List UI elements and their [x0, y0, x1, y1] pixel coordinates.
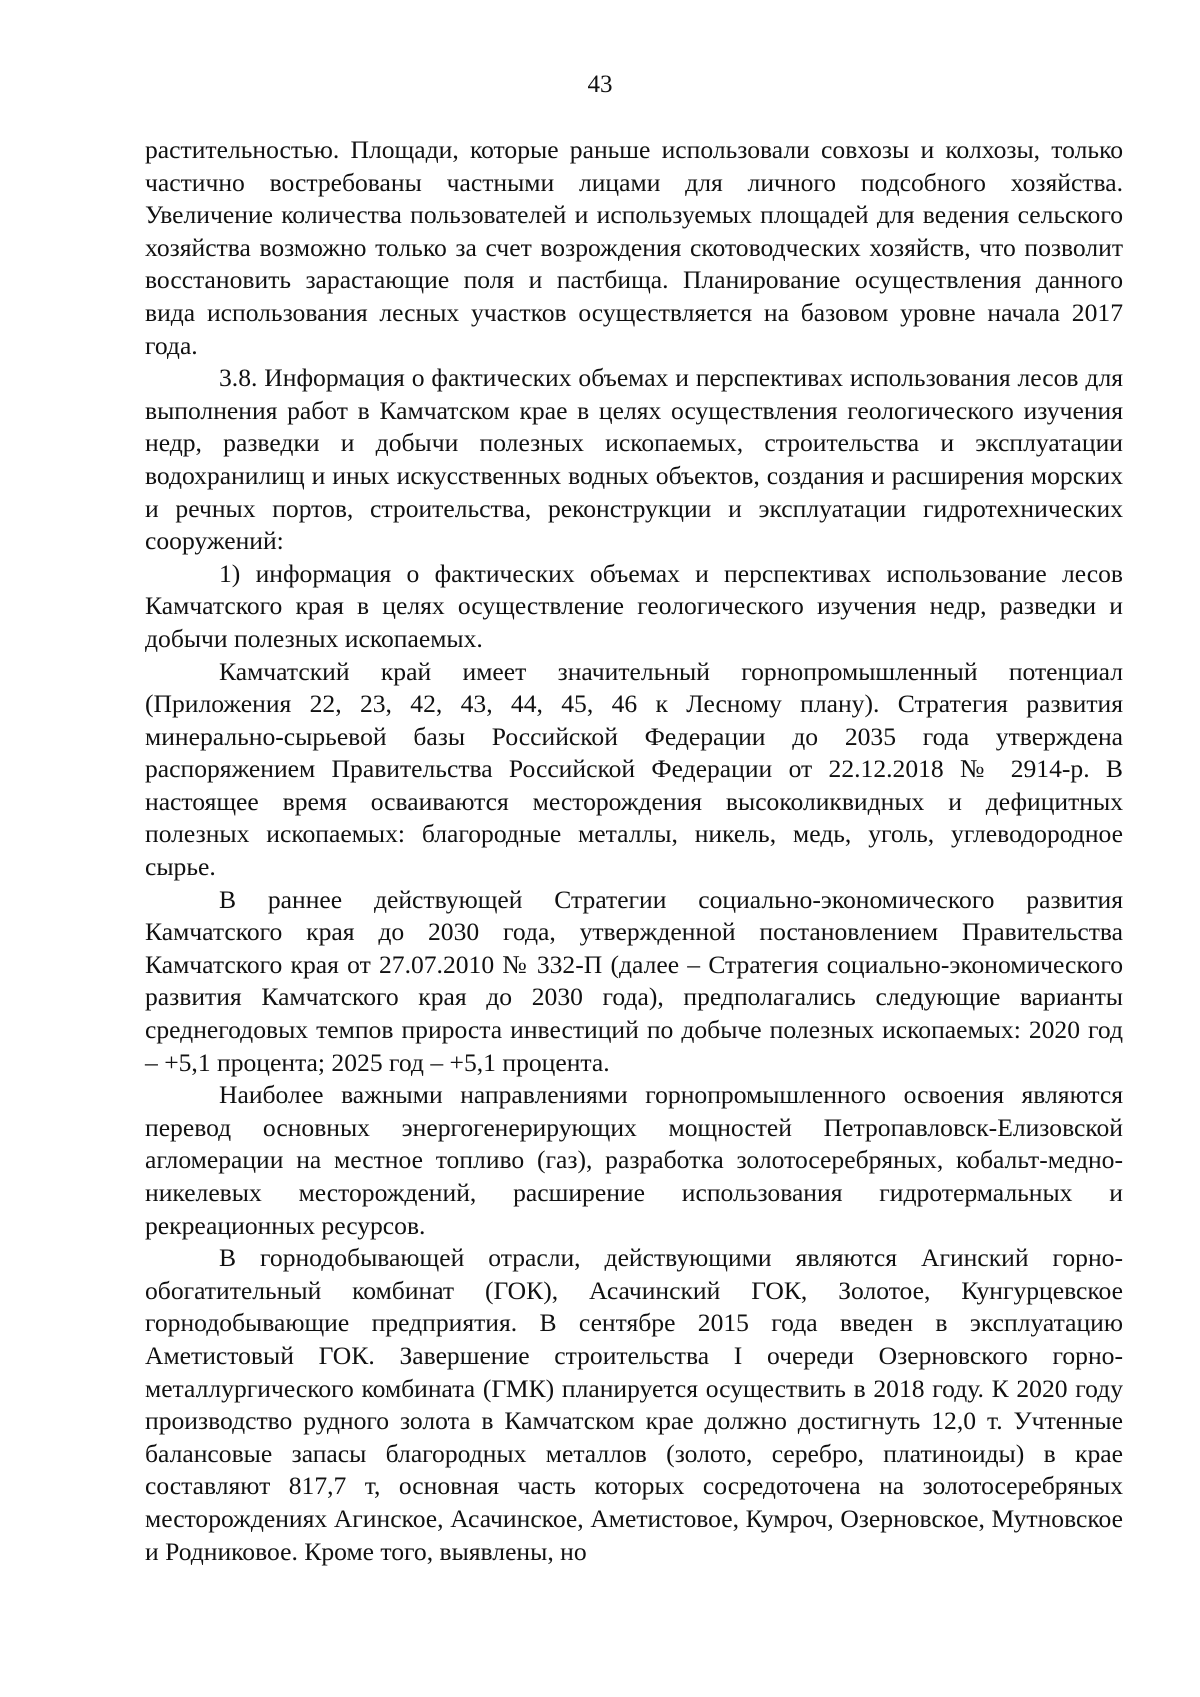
paragraph-directions: Наиболее важными направлениями горнопромышленного освоения являются перевод основных энергогенерирующих мощностей Петропавловск-Елизовской агломерации на местное топливо (газ), разработка золотосеребряных, кобальт-медно-никелевых месторождений, расширение использования гидротермальных и рекреационных ресурсов.	[145, 1080, 1123, 1240]
paragraph-mining-potential: Камчатский край имеет значительный горнопромышленный потенциал (Приложения 22, 23, 42, 43, 44, 45, 46 к Лесному плану). Стратегия развития минерально-сырьевой базы Российской Федерации до 2035 года утверждена распоряжением Правительства Российской Федерации от 22.12.2018 № 2914-р. В настоящее время осваиваются месторождения высоколиквидных и дефицитных полезных ископаемых: благородные металлы, никель, медь, уголь, углеводородное сырье.	[145, 656, 1123, 882]
paragraph-section-3-8: 3.8. Информация о фактических объемах и перспективах использования лесов для выполнения работ в Камчатском крае в целях осуществления геологического изучения недр, разведки и добычи полезных ископаемых, строительства и эксплуатации водохранилищ и иных искусственных водных объектов, создания и расширения морских и речных портов, строительства, реконструкции и эксплуатации гидротехнических сооружений:	[145, 363, 1123, 556]
page-number: 43	[587, 71, 613, 98]
document-body	[145, 134, 1123, 1568]
paragraph-item-1: 1) информация о фактических объемах и перспективах использование лесов Камчатского края в целях осуществление геологического изучения недр, разведки и добычи полезных ископаемых.	[145, 558, 1123, 653]
paragraph-strategy-2030: В раннее действующей Стратегии социально-экономического развития Камчатского края до 2030 года, утвержденной постановлением Правительства Камчатского края от 27.07.2010 № 332-П (далее – Стратегия социально-экономического развития Камчатского края до 2030 года), предполагались следующие варианты среднегодовых темпов прироста инвестиций по добыче полезных ископаемых: 2020 год – +5,1 процента; 2025 год – +5,1 процента.	[145, 884, 1123, 1077]
paragraph-continuation: растительностью. Площади, которые раньше использовали совхозы и колхозы, только частично востребованы частными лицами для личного подсобного хозяйства. Увеличение количества пользователей и используемых площадей для ведения сельского хозяйства возможно только за счет возрождения скотоводческих хозяйств, что позволит восстановить зарастающие поля и пастбища. Планирование осуществления данного вида использования лесных участков осуществляется на базовом уровне начала 2017 года.	[145, 135, 1123, 360]
paragraph-mining-industry: В горнодобывающей отрасли, действующими являются Агинский горно-обогатительный комбинат (ГОК), Асачинский ГОК, Золотое, Кунгурцевское горнодобывающие предприятия. В сентябре 2015 года введен в эксплуатацию Аметистовый ГОК. Завершение строительства I очереди Озерновского горно-металлургического комбината (ГМК) планируется осуществить в 2018 году. К 2020 году производство рудного золота в Камчатском крае должно достигнуть 12,0 т. Учтенные балансовые запасы благородных металлов (золото, серебро, платиноиды) в крае составляют 817,7 т, основная часть которых сосредоточена на золотосеребряных месторождениях Агинское, Асачинское, Аметистовое, Кумроч, Озерновское, Мутновское и Родниковое. Кроме того, выявлены, но	[145, 1243, 1123, 1566]
